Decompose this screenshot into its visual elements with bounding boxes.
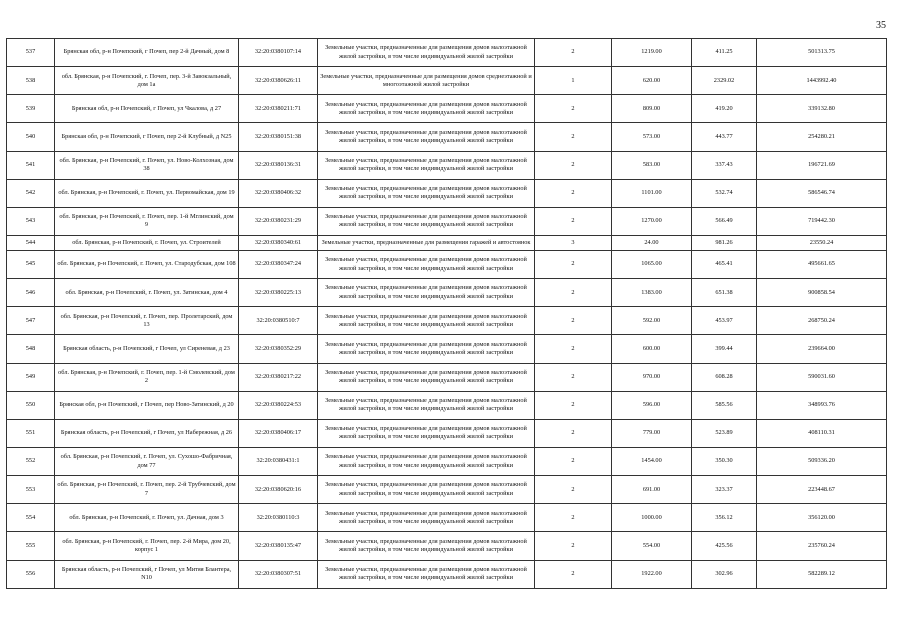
table-row	[7, 179, 887, 207]
table-row	[7, 476, 887, 504]
unit-price-cell: 566.49	[692, 207, 757, 235]
area-cell: 1454.00	[612, 447, 692, 475]
table-row	[7, 151, 887, 179]
category-cell: 2	[535, 279, 612, 307]
area-cell: 24.00	[612, 235, 692, 250]
unit-price-cell: 411.25	[692, 39, 757, 67]
row-number-cell: 547	[7, 307, 55, 335]
area-cell: 583.00	[612, 151, 692, 179]
area-cell: 691.00	[612, 476, 692, 504]
table-row	[7, 250, 887, 278]
cadastral-cost-cell: 356120.00	[757, 504, 887, 532]
area-cell: 1922.00	[612, 560, 692, 588]
cadastral-number-cell: 32:20:0380406:32	[239, 179, 318, 207]
row-number-cell: 555	[7, 532, 55, 560]
cadastral-cost-cell: 239664.00	[757, 335, 887, 363]
category-cell: 2	[535, 335, 612, 363]
area-cell: 620.00	[612, 67, 692, 95]
row-number-cell: 551	[7, 419, 55, 447]
permitted-use-cell: Земельные участки, предназначенные для размещения домов малоэтажной жилой застройки, в том числе индивидуальной жилой застройки	[318, 95, 535, 123]
category-cell: 1	[535, 67, 612, 95]
unit-price-cell: 323.37	[692, 476, 757, 504]
address-cell: обл. Брянская, р-н Почепский, г. Почеп, пер. Пролетарский, дом 13	[55, 307, 239, 335]
table-row	[7, 504, 887, 532]
cadastral-number-cell: 32:20:0380107:14	[239, 39, 318, 67]
category-cell: 2	[535, 95, 612, 123]
address-cell: Брянская область, р-н Почепский, г Почеп, ул Сиреневая, д 23	[55, 335, 239, 363]
unit-price-cell: 465.41	[692, 250, 757, 278]
cadastral-number-cell: 32:20:0380135:47	[239, 532, 318, 560]
area-cell: 592.00	[612, 307, 692, 335]
table-row	[7, 391, 887, 419]
permitted-use-cell: Земельные участки, предназначенные для размещения домов малоэтажной жилой застройки, в том числе индивидуальной жилой застройки	[318, 560, 535, 588]
category-cell: 2	[535, 476, 612, 504]
cadastral-number-cell: 32:20:0380151:38	[239, 123, 318, 151]
row-number-cell: 545	[7, 250, 55, 278]
row-number-cell: 538	[7, 67, 55, 95]
permitted-use-cell: Земельные участки, предназначенные для размещения домов малоэтажной жилой застройки, в том числе индивидуальной жилой застройки	[318, 250, 535, 278]
category-cell: 3	[535, 235, 612, 250]
unit-price-cell: 443.77	[692, 123, 757, 151]
table-row	[7, 335, 887, 363]
row-number-cell: 541	[7, 151, 55, 179]
unit-price-cell: 399.44	[692, 335, 757, 363]
cadastral-cost-cell: 408110.31	[757, 419, 887, 447]
cadastral-number-cell: 32:20:0380110:3	[239, 504, 318, 532]
permitted-use-cell: Земельные участки, предназначенные для размещения домов малоэтажной жилой застройки, в том числе индивидуальной жилой застройки	[318, 179, 535, 207]
unit-price-cell: 337.43	[692, 151, 757, 179]
row-number-cell: 550	[7, 391, 55, 419]
address-cell: обл. Брянская, р-н Почепский, г. Почеп, ул. Сухошо-Фабричная, дом 77	[55, 447, 239, 475]
cadastral-cost-cell: 23550.24	[757, 235, 887, 250]
category-cell: 2	[535, 250, 612, 278]
category-cell: 2	[535, 419, 612, 447]
area-cell: 573.00	[612, 123, 692, 151]
table-row	[7, 207, 887, 235]
permitted-use-cell: Земельные участки, предназначенные для размещения домов малоэтажной жилой застройки, в том числе индивидуальной жилой застройки	[318, 151, 535, 179]
cadastral-number-cell: 32:20:0380225:13	[239, 279, 318, 307]
table-row	[7, 279, 887, 307]
cadastral-number-cell: 32:20:0380340:61	[239, 235, 318, 250]
row-number-cell: 544	[7, 235, 55, 250]
area-cell: 1065.00	[612, 250, 692, 278]
permitted-use-cell: Земельные участки, предназначенные для размещения домов малоэтажной жилой застройки, в том числе индивидуальной жилой застройки	[318, 532, 535, 560]
permitted-use-cell: Земельные участки, предназначенные для размещения домов малоэтажной жилой застройки, в том числе индивидуальной жилой застройки	[318, 447, 535, 475]
address-cell: обл. Брянская, р-н Почепский, г. Почеп, пер. 1-й Мглинский, дом 9	[55, 207, 239, 235]
address-cell: обл. Брянская, р-н Почепский, г. Почеп, ул. Первомайская, дом 19	[55, 179, 239, 207]
area-cell: 779.00	[612, 419, 692, 447]
unit-price-cell: 425.56	[692, 532, 757, 560]
address-cell: обл. Брянская, р-н Почепский, г. Почеп, пер. 2-й Мира, дом 20, корпус 1	[55, 532, 239, 560]
table-row	[7, 123, 887, 151]
table-row	[7, 363, 887, 391]
permitted-use-cell: Земельные участки, предназначенные для размещения домов малоэтажной жилой застройки, в том числе индивидуальной жилой застройки	[318, 279, 535, 307]
cadastral-number-cell: 32:20:0380347:24	[239, 250, 318, 278]
cadastral-number-cell: 32:20:0380307:51	[239, 560, 318, 588]
permitted-use-cell: Земельные участки, предназначенные для размещения домов малоэтажной жилой застройки, в том числе индивидуальной жилой застройки	[318, 39, 535, 67]
category-cell: 2	[535, 307, 612, 335]
permitted-use-cell: Земельные участки, предназначенные для размещения домов малоэтажной жилой застройки, в том числе индивидуальной жилой застройки	[318, 335, 535, 363]
unit-price-cell: 419.20	[692, 95, 757, 123]
cadastral-cost-cell: 590031.60	[757, 363, 887, 391]
cadastral-cost-cell: 223448.67	[757, 476, 887, 504]
unit-price-cell: 302.96	[692, 560, 757, 588]
table-row	[7, 307, 887, 335]
permitted-use-cell: Земельные участки, предназначенные для размещения домов малоэтажной жилой застройки, в том числе индивидуальной жилой застройки	[318, 307, 535, 335]
category-cell: 2	[535, 504, 612, 532]
address-cell: обл. Брянская, р-н Почепский, г. Почеп, пер. 1-й Смолевский, дом 2	[55, 363, 239, 391]
category-cell: 2	[535, 207, 612, 235]
cadastral-cost-cell: 348993.76	[757, 391, 887, 419]
unit-price-cell: 651.38	[692, 279, 757, 307]
address-cell: Брянская обл, р-н Почепский, г Почеп, пер 2-й Клубный, д N25	[55, 123, 239, 151]
address-cell: Брянская обл, р-н Почепский, г Почеп, пер 2-й Дачный, дом 8	[55, 39, 239, 67]
land-plots-table	[6, 38, 887, 589]
row-number-cell: 539	[7, 95, 55, 123]
cadastral-cost-cell: 495661.65	[757, 250, 887, 278]
area-cell: 554.00	[612, 532, 692, 560]
cadastral-cost-cell: 509336.20	[757, 447, 887, 475]
unit-price-cell: 2329.02	[692, 67, 757, 95]
cadastral-cost-cell: 1443992.40	[757, 67, 887, 95]
category-cell: 2	[535, 151, 612, 179]
table-row	[7, 235, 887, 250]
unit-price-cell: 608.28	[692, 363, 757, 391]
page-number: 35	[876, 20, 886, 31]
cadastral-number-cell: 32:20:0380352:29	[239, 335, 318, 363]
address-cell: обл. Брянская, р-н Почепский, г. Почеп, ул. Стародубская, дом 108	[55, 250, 239, 278]
permitted-use-cell: Земельные участки, предназначенные для размещения домов малоэтажной жилой застройки, в том числе индивидуальной жилой застройки	[318, 123, 535, 151]
category-cell: 2	[535, 560, 612, 588]
row-number-cell: 548	[7, 335, 55, 363]
cadastral-cost-cell: 196721.69	[757, 151, 887, 179]
row-number-cell: 554	[7, 504, 55, 532]
cadastral-cost-cell: 582289.12	[757, 560, 887, 588]
address-cell: обл. Брянская, р-н Почепский, г. Почеп, ул. Ново-Колхозная, дом 38	[55, 151, 239, 179]
area-cell: 1101.00	[612, 179, 692, 207]
row-number-cell: 553	[7, 476, 55, 504]
table-row	[7, 39, 887, 67]
table-row	[7, 447, 887, 475]
area-cell: 1219.00	[612, 39, 692, 67]
row-number-cell: 552	[7, 447, 55, 475]
area-cell: 1270.00	[612, 207, 692, 235]
row-number-cell: 546	[7, 279, 55, 307]
cadastral-number-cell: 32:20:0380406:17	[239, 419, 318, 447]
row-number-cell: 543	[7, 207, 55, 235]
cadastral-number-cell: 32:20:0380231:29	[239, 207, 318, 235]
address-cell: обл. Брянская, р-н Почепский, г. Почеп, ул. Затинская, дом 4	[55, 279, 239, 307]
area-cell: 1383.00	[612, 279, 692, 307]
permitted-use-cell: Земельные участки, предназначенные для размещения домов малоэтажной жилой застройки, в том числе индивидуальной жилой застройки	[318, 419, 535, 447]
unit-price-cell: 981.26	[692, 235, 757, 250]
table-row	[7, 419, 887, 447]
category-cell: 2	[535, 532, 612, 560]
row-number-cell: 537	[7, 39, 55, 67]
table-row	[7, 560, 887, 588]
table-row	[7, 67, 887, 95]
area-cell: 596.00	[612, 391, 692, 419]
table-row	[7, 532, 887, 560]
cadastral-number-cell: 32:20:0380620:16	[239, 476, 318, 504]
unit-price-cell: 453.97	[692, 307, 757, 335]
cadastral-cost-cell: 268750.24	[757, 307, 887, 335]
cadastral-number-cell: 32:20:0380217:22	[239, 363, 318, 391]
cadastral-cost-cell: 586546.74	[757, 179, 887, 207]
area-cell: 600.00	[612, 335, 692, 363]
permitted-use-cell: Земельные участки, предназначенные для размещения домов малоэтажной жилой застройки, в том числе индивидуальной жилой застройки	[318, 207, 535, 235]
category-cell: 2	[535, 447, 612, 475]
unit-price-cell: 585.56	[692, 391, 757, 419]
cadastral-number-cell: 32:20:0380224:53	[239, 391, 318, 419]
row-number-cell: 542	[7, 179, 55, 207]
address-cell: Брянская обл, р-н Почепский, г Почеп, пер Ново-Затинский, д 20	[55, 391, 239, 419]
permitted-use-cell: Земельные участки, предназначенные для размещения домов малоэтажной жилой застройки, в том числе индивидуальной жилой застройки	[318, 504, 535, 532]
address-cell: Брянская обл, р-н Почепский, г Почеп, ул Чкалова, д 27	[55, 95, 239, 123]
table-row	[7, 95, 887, 123]
unit-price-cell: 350.30	[692, 447, 757, 475]
cadastral-cost-cell: 501313.75	[757, 39, 887, 67]
category-cell: 2	[535, 179, 612, 207]
cadastral-cost-cell: 254280.21	[757, 123, 887, 151]
category-cell: 2	[535, 39, 612, 67]
area-cell: 809.00	[612, 95, 692, 123]
area-cell: 1000.00	[612, 504, 692, 532]
row-number-cell: 549	[7, 363, 55, 391]
area-cell: 970.00	[612, 363, 692, 391]
cadastral-cost-cell: 900858.54	[757, 279, 887, 307]
address-cell: Брянская область, р-н Почепский, г Почеп, ул Митяя Блантера, N10	[55, 560, 239, 588]
cadastral-cost-cell: 339132.80	[757, 95, 887, 123]
address-cell: обл. Брянская, р-н Почепский, г. Почеп, ул. Дачная, дом 3	[55, 504, 239, 532]
cadastral-cost-cell: 235760.24	[757, 532, 887, 560]
row-number-cell: 556	[7, 560, 55, 588]
permitted-use-cell: Земельные участки, предназначенные для размещения домов среднеэтажной и многоэтажной жилой застройки	[318, 67, 535, 95]
permitted-use-cell: Земельные участки, предназначенные для размещения гаражей и автостоянок	[318, 235, 535, 250]
category-cell: 2	[535, 363, 612, 391]
unit-price-cell: 532.74	[692, 179, 757, 207]
address-cell: обл. Брянская, р-н Почепский, г. Почеп, ул. Строителей	[55, 235, 239, 250]
category-cell: 2	[535, 123, 612, 151]
row-number-cell: 540	[7, 123, 55, 151]
permitted-use-cell: Земельные участки, предназначенные для размещения домов малоэтажной жилой застройки, в том числе индивидуальной жилой застройки	[318, 476, 535, 504]
cadastral-cost-cell: 719442.30	[757, 207, 887, 235]
cadastral-number-cell: 32:20:0380626:11	[239, 67, 318, 95]
permitted-use-cell: Земельные участки, предназначенные для размещения домов малоэтажной жилой застройки, в том числе индивидуальной жилой застройки	[318, 363, 535, 391]
unit-price-cell: 523.89	[692, 419, 757, 447]
address-cell: Брянская область, р-н Почепский, г Почеп, ул Набережная, д 26	[55, 419, 239, 447]
cadastral-number-cell: 32:20:0380510:7	[239, 307, 318, 335]
cadastral-number-cell: 32:20:0380136:31	[239, 151, 318, 179]
address-cell: обл. Брянская, р-н Почепский, г. Почеп, пер. 3-й Завокзальный, дом 1а	[55, 67, 239, 95]
cadastral-number-cell: 32:20:0380211:71	[239, 95, 318, 123]
unit-price-cell: 356.12	[692, 504, 757, 532]
category-cell: 2	[535, 391, 612, 419]
permitted-use-cell: Земельные участки, предназначенные для размещения домов малоэтажной жилой застройки, в том числе индивидуальной жилой застройки	[318, 391, 535, 419]
address-cell: обл. Брянская, р-н Почепский, г. Почеп, пер. 2-й Трубчевский, дом 7	[55, 476, 239, 504]
cadastral-number-cell: 32:20:0380431:1	[239, 447, 318, 475]
